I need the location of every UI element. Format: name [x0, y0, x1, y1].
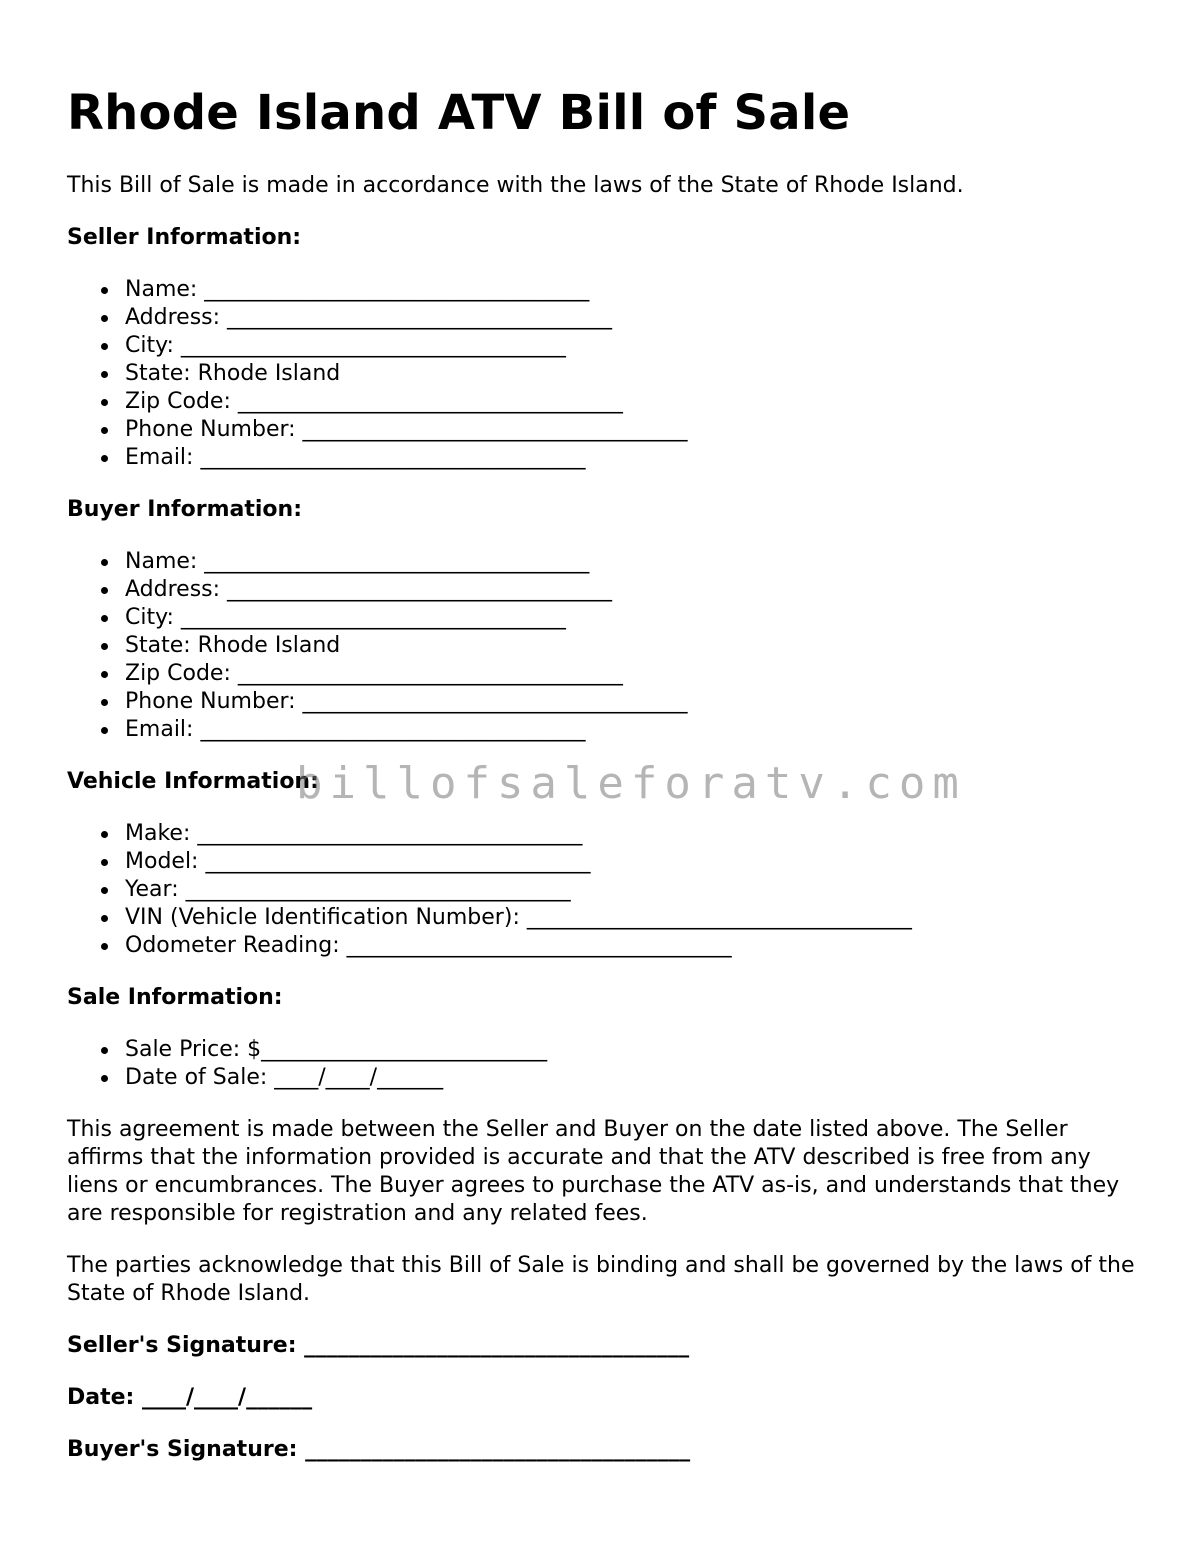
buyer-name-field[interactable]: Name: ___________________________________ [125, 548, 1147, 576]
sale-date-field[interactable]: Date of Sale: ____/____/______ [125, 1064, 1147, 1092]
sale-info-list [67, 1036, 1147, 1092]
buyer-section-heading: Buyer Information: [67, 497, 302, 522]
governing-law-paragraph: The parties acknowledge that this Bill of Sale is binding and shall be governed by the laws of the State of Rhode Island. [67, 1253, 1135, 1306]
intro-paragraph: This Bill of Sale is made in accordance with the laws of the State of Rhode Island. [67, 173, 964, 198]
seller-section-heading: Seller Information: [67, 225, 302, 250]
buyer-phone-field[interactable]: Phone Number: ___________________________________ [125, 688, 1147, 716]
vehicle-make-field[interactable]: Make: ___________________________________ [125, 820, 1147, 848]
buyer-email-field[interactable]: Email: ___________________________________ [125, 716, 1147, 744]
buyer-zip-field[interactable]: Zip Code: ___________________________________ [125, 660, 1147, 688]
vehicle-section-heading: Vehicle Information: [67, 769, 319, 794]
vehicle-year-field[interactable]: Year: ___________________________________ [125, 876, 1147, 904]
seller-name-field[interactable]: Name: ___________________________________ [125, 276, 1147, 304]
seller-zip-field[interactable]: Zip Code: ___________________________________ [125, 388, 1147, 416]
agreement-paragraph: This agreement is made between the Seller and Buyer on the date listed above. The Seller affirms that the information provided is accurate and that the ATV described is free from any liens or encumbrances. The Buyer agrees to purchase the ATV as-is, and understands that they are responsible for registration and any related fees. [67, 1117, 1120, 1226]
seller-state-field: State: Rhode Island [125, 360, 1147, 388]
vehicle-info-list [67, 820, 1147, 960]
seller-phone-field[interactable]: Phone Number: ___________________________________ [125, 416, 1147, 444]
vehicle-odometer-field[interactable]: Odometer Reading: ___________________________________ [125, 932, 1147, 960]
vehicle-model-field[interactable]: Model: ___________________________________ [125, 848, 1147, 876]
buyer-info-list [67, 548, 1147, 744]
watermark-text: billofsaleforatv.com [296, 758, 966, 809]
buyer-signature-line[interactable]: Buyer's Signature: ___________________________________ [67, 1437, 691, 1462]
seller-info-list [67, 276, 1147, 472]
seller-address-field[interactable]: Address: ___________________________________ [125, 304, 1147, 332]
vehicle-vin-field[interactable]: VIN (Vehicle Identification Number): ___________________________________ [125, 904, 1147, 932]
sale-price-field[interactable]: Sale Price: $__________________________ [125, 1036, 1147, 1064]
bill-of-sale-document [67, 84, 1147, 1488]
seller-email-field[interactable]: Email: ___________________________________ [125, 444, 1147, 472]
buyer-state-field: State: Rhode Island [125, 632, 1147, 660]
seller-signature-line[interactable]: Seller's Signature: ___________________________________ [67, 1333, 690, 1358]
signature-date-line[interactable]: Date: ____/____/______ [67, 1385, 313, 1410]
buyer-address-field[interactable]: Address: ___________________________________ [125, 576, 1147, 604]
document-title: Rhode Island ATV Bill of Sale [67, 85, 851, 141]
buyer-city-field[interactable]: City: ___________________________________ [125, 604, 1147, 632]
sale-section-heading: Sale Information: [67, 985, 283, 1010]
seller-city-field[interactable]: City: ___________________________________ [125, 332, 1147, 360]
